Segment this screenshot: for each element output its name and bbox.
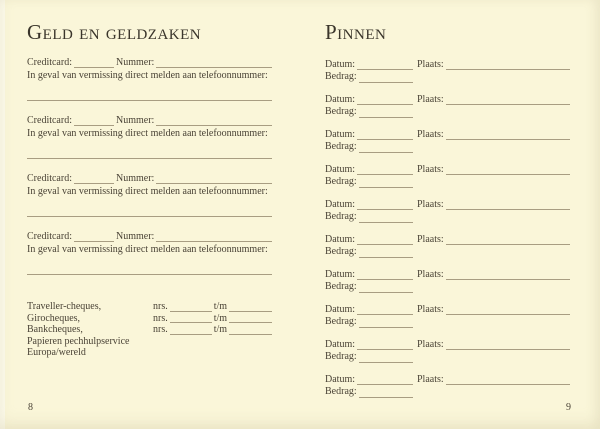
nummer-label: Nummer: [115, 231, 155, 242]
datum-plaats-row [325, 373, 570, 386]
plaats-label: Plaats: [417, 199, 444, 210]
plaats-fill-line [446, 93, 570, 105]
cheque-type-label: Girocheques, [27, 312, 81, 324]
bedrag-row [325, 246, 570, 259]
bedrag-fill-line [359, 211, 413, 223]
datum-fill-line [357, 58, 413, 70]
pin-entry [325, 338, 570, 364]
nummer-fill-line [156, 56, 272, 68]
nummer-label: Nummer: [115, 57, 155, 68]
datum-label: Datum: [325, 269, 355, 280]
datum-fill-line [357, 93, 413, 105]
cheque-row [27, 324, 272, 336]
bedrag-row [325, 106, 570, 119]
creditcard-label: Creditcard: [27, 231, 72, 242]
bedrag-label: Bedrag: [325, 211, 357, 222]
datum-plaats-row [325, 233, 570, 246]
creditcard-fill-line [74, 56, 114, 68]
datum-label: Datum: [325, 339, 355, 350]
datum-fill-line [357, 233, 413, 245]
loss-notice: In geval van vermissing direct melden aan telefoonnummer: [27, 70, 268, 81]
plaats-label: Plaats: [417, 269, 444, 280]
cheque-type-label: Traveller-cheques, [27, 301, 102, 312]
plaats-label: Plaats: [417, 94, 444, 105]
service-label: Papieren pechhulpservice [27, 335, 130, 347]
bedrag-label: Bedrag: [325, 106, 357, 117]
right-page-title: Pinnen [325, 20, 387, 44]
datum-label: Datum: [325, 199, 355, 210]
plaats-label: Plaats: [417, 164, 444, 175]
left-page-title: Geld en geldzaken [27, 20, 202, 44]
cheques-plain-rows [27, 336, 272, 359]
datum-plaats-row [325, 268, 570, 281]
nrs-label: nrs. [153, 301, 168, 312]
creditcard-fill-line [74, 172, 114, 184]
loss-notice: In geval van vermissing direct melden aan telefoonnummer: [27, 186, 268, 197]
bedrag-label: Bedrag: [325, 351, 357, 362]
creditcard-block [27, 230, 272, 275]
creditcard-number-row [27, 230, 272, 243]
plaats-label: Plaats: [417, 129, 444, 140]
nummer-fill-line [156, 172, 272, 184]
pin-entry [325, 93, 570, 119]
pin-entry [325, 128, 570, 154]
page-edge [0, 0, 5, 429]
plaats-fill-line [446, 58, 570, 70]
bedrag-row [325, 211, 570, 224]
bedrag-fill-line [359, 71, 413, 83]
creditcard-fill-line [74, 230, 114, 242]
datum-fill-line [357, 373, 413, 385]
datum-label: Datum: [325, 59, 355, 70]
pin-entry [325, 373, 570, 399]
pin-entries [325, 58, 570, 399]
creditcard-number-row [27, 56, 272, 69]
bedrag-label: Bedrag: [325, 316, 357, 327]
creditcard-number-row [27, 172, 272, 185]
tm-label: t/m [213, 312, 228, 324]
phone-fill-line [27, 140, 272, 159]
plaats-fill-line [446, 233, 570, 245]
service-label: Europa/wereld [27, 347, 86, 359]
nrs-fill-line [170, 324, 212, 335]
creditcard-block [27, 172, 272, 217]
datum-plaats-row [325, 128, 570, 141]
left-page [27, 20, 272, 359]
creditcard-label: Creditcard: [27, 173, 72, 184]
nummer-fill-line [156, 114, 272, 126]
bedrag-label: Bedrag: [325, 176, 357, 187]
datum-fill-line [357, 338, 413, 350]
datum-label: Datum: [325, 129, 355, 140]
creditcard-label: Creditcard: [27, 115, 72, 126]
tm-label: t/m [213, 324, 228, 336]
bedrag-row [325, 316, 570, 329]
nummer-fill-line [156, 230, 272, 242]
bedrag-label: Bedrag: [325, 386, 357, 397]
creditcard-label: Creditcard: [27, 57, 72, 68]
tm-fill-line [229, 324, 272, 335]
pin-entry [325, 268, 570, 294]
plaats-fill-line [446, 128, 570, 140]
bedrag-label: Bedrag: [325, 71, 357, 82]
plaats-label: Plaats: [417, 339, 444, 350]
nummer-label: Nummer: [115, 173, 155, 184]
datum-label: Datum: [325, 234, 355, 245]
pin-entry [325, 163, 570, 189]
bedrag-fill-line [359, 281, 413, 293]
datum-fill-line [357, 268, 413, 280]
creditcard-fill-line [74, 114, 114, 126]
datum-plaats-row [325, 93, 570, 106]
pin-entry [325, 198, 570, 224]
nrs-label: nrs. [153, 324, 168, 336]
bedrag-label: Bedrag: [325, 141, 357, 152]
bedrag-row [325, 176, 570, 189]
cheques-numbered-rows [27, 301, 272, 336]
bedrag-row [325, 71, 570, 84]
bedrag-row [325, 281, 570, 294]
loss-notice: In geval van vermissing direct melden aan telefoonnummer: [27, 244, 268, 255]
pin-entry [325, 233, 570, 259]
datum-fill-line [357, 303, 413, 315]
right-page [325, 20, 570, 408]
datum-plaats-row [325, 303, 570, 316]
bedrag-fill-line [359, 176, 413, 188]
bedrag-label: Bedrag: [325, 281, 357, 292]
bedrag-fill-line [359, 141, 413, 153]
pin-entry [325, 58, 570, 84]
loss-notice: In geval van vermissing direct melden aan telefoonnummer: [27, 128, 268, 139]
bedrag-fill-line [359, 106, 413, 118]
plaats-fill-line [446, 163, 570, 175]
cheque-row [27, 301, 272, 313]
plaats-label: Plaats: [417, 304, 444, 315]
datum-plaats-row [325, 198, 570, 211]
plaats-fill-line [446, 303, 570, 315]
plaats-label: Plaats: [417, 234, 444, 245]
plaats-label: Plaats: [417, 59, 444, 70]
datum-fill-line [357, 163, 413, 175]
plaats-fill-line [446, 373, 570, 385]
datum-label: Datum: [325, 304, 355, 315]
cheques-section [27, 301, 272, 359]
nrs-fill-line [170, 301, 212, 312]
bedrag-fill-line [359, 351, 413, 363]
nrs-fill-line [170, 313, 212, 324]
page-number-left: 8 [28, 402, 33, 413]
datum-plaats-row [325, 58, 570, 71]
cheque-type-label: Bankcheques, [27, 324, 83, 336]
phone-fill-line [27, 256, 272, 275]
bedrag-label: Bedrag: [325, 246, 357, 257]
datum-fill-line [357, 128, 413, 140]
datum-label: Datum: [325, 164, 355, 175]
plaats-fill-line [446, 268, 570, 280]
plaats-fill-line [446, 338, 570, 350]
tm-fill-line [229, 313, 272, 324]
phone-fill-line [27, 198, 272, 217]
bedrag-row [325, 141, 570, 154]
creditcard-blocks [27, 56, 272, 275]
bedrag-row [325, 351, 570, 364]
creditcard-number-row [27, 114, 272, 127]
creditcard-block [27, 114, 272, 159]
creditcard-block [27, 56, 272, 101]
tm-label: t/m [213, 301, 228, 312]
datum-label: Datum: [325, 94, 355, 105]
datum-plaats-row [325, 338, 570, 351]
plaats-label: Plaats: [417, 374, 444, 385]
datum-plaats-row [325, 163, 570, 176]
datum-label: Datum: [325, 374, 355, 385]
page-number-right: 9 [566, 402, 571, 413]
nrs-label: nrs. [153, 312, 168, 324]
plaats-fill-line [446, 198, 570, 210]
bedrag-fill-line [359, 246, 413, 258]
phone-fill-line [27, 82, 272, 101]
cheque-row [27, 313, 272, 325]
bedrag-row [325, 386, 570, 399]
nummer-label: Nummer: [115, 115, 155, 126]
tm-fill-line [229, 301, 272, 312]
datum-fill-line [357, 198, 413, 210]
bedrag-fill-line [359, 316, 413, 328]
pin-entry [325, 303, 570, 329]
bedrag-fill-line [359, 386, 413, 398]
